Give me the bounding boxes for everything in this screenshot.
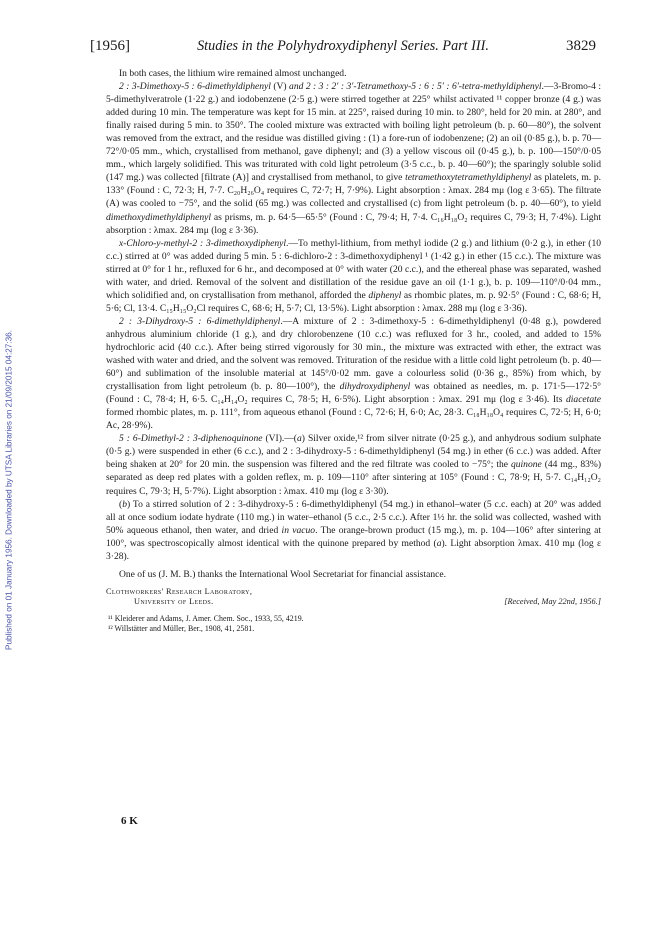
side-note-text: Published on 01 January 1956. Downloaded by UTSA Libraries on 21/09/2015 04:27:36. bbox=[4, 330, 14, 650]
text-run: ) Silver oxide,¹² from silver nitrate (0·25 g.), and anhydrous sodium sulphate (0·5 g.) were suspended in ether (6 c.c.), and 2 : 3-dihydroxy-5 : 6-dimethyldiphenyl (54 mg.) in ether (6 c.c.) was added. After being shaken at 20° for 20 min. the suspension was filtered and the red filtrate was cooled to −75°; the bbox=[106, 433, 602, 471]
text-run: as rhombic plates, m. p. 92·5° (Found : C, 68·6; H, 5·6; Cl, 13·4. C₁₅H₁₅O₂Cl requires C, 68·6; H, 5·7; Cl, 13·5%). Light absorption : λmax. 288 mμ (log ε 3·36). bbox=[106, 289, 601, 314]
italic-text: 2 : 3-Dihydroxy-5 : 6-dimethyldiphenyl bbox=[119, 315, 281, 327]
reference-item: ¹² Willstätter and Müller, Ber., 1908, 41, 2581. bbox=[108, 624, 255, 634]
text-run: One of us (J. M. B.) thanks the International Wool Secretariat for financial assistance. bbox=[119, 568, 446, 580]
italic-text: diacetate bbox=[566, 394, 601, 406]
paragraph bbox=[106, 80, 601, 237]
signature-mark: 6 K bbox=[121, 815, 138, 827]
paragraph bbox=[106, 237, 601, 315]
text-run: In both cases, the lithium wire remained almost unchanged. bbox=[119, 68, 347, 79]
italic-text: b bbox=[122, 498, 127, 510]
text-run: was obtained as needles, m. p. 171·5—172·5° (Found : C, 78·4; H, 6·5. C₁₄H₁₄O₂ requires C, 78·5; H, 6·5%). Light absorption : λmax. 291 mμ (log ε 3·46). Its bbox=[106, 381, 601, 406]
italic-text: and bbox=[289, 81, 304, 93]
text-run: .—To methyl-lithium, from methyl iodide (2 g.) and lithium (0·2 g.), in ether (10 c.c.) stirred at 0° was added during 5 min. 5 : 6-dichloro-2 : 3-dimethoxydiphenyl ¹ (1·42 g.) in ether (15 c.c.). The mixture was stirred at 0° for 1 hr., refluxed for 6 hr., and decomposed at 0° with water (20 c.c.), and the ethereal phase was separated, washed with water, and dried. Removal of the solvent and distillation of the residue gave an oil (1·1 g.), b. p. 109—110°/0·04 mm., which solidified and, on crystallisation from methanol, afforded the bbox=[106, 237, 601, 301]
text-run: ) To a stirred solution of 2 : 3-dihydroxy-5 : 6-dimethyldiphenyl (54 mg.) in ethanol–water (5 c.c. each) at 20° was added all at once sodium iodate hydrate (110 mg.) in water–ethanol (5 c.c., 2·5 c.c.). After 1½ hr. the solid was collected, washed with 50% aqueous ethanol, then water, and dried bbox=[106, 498, 601, 536]
italic-text: quinone bbox=[510, 459, 542, 471]
text-run: as platelets, m. p. 133° (Found : C, 72·3; H, 7·7. C₂₀H₂₆O₄ requires C, 72·7; H, 7·9%). Light absorption : λmax. 284 mμ (log ε 3·65). The filtrate (A) was cooled to −75°, and the solid (65 mg.) was collected and crystallised (c) from light petroleum (b. p. 40—60°), to yield bbox=[106, 172, 602, 210]
text-run: ). Light absorption λmax. 410 mμ (log ε 3·28). bbox=[106, 537, 601, 562]
text-run: (V) bbox=[270, 81, 290, 93]
running-title: Studies in the Polyhydroxydiphenyl Series. Part III. bbox=[197, 38, 489, 54]
lab-address bbox=[106, 587, 252, 607]
paragraph bbox=[106, 67, 601, 80]
article-body bbox=[106, 67, 601, 634]
text-run: .—A mixture of 2 : 3-dimethoxy-5 : 6-dimethyldiphenyl (0·48 g.), powdered anhydrous aluminium chloride (1 g.), and dry chlorobenzene (10 c.c.) was refluxed for 3 hr., cooled, and added to 15% hydrochloric acid (40 c.c.). After being stirred vigorously for 30 min., the mixture was extracted with ether, the extract was washed with water and dried, and the solvent was removed. Trituration of the residue with a little cold light petroleum (b. p. 40—60°) and sublimation of the insoluble material at 145°/0·02 mm. gave a colourless solid (0·36 g., 85%) from which, by crystallisation from light petroleum (b. p. 80—100°), the bbox=[106, 315, 601, 393]
italic-text: x-Chloro-y-methyl-2 : 3-dimethoxydiphenyl bbox=[119, 237, 287, 249]
acknowledgement bbox=[106, 568, 601, 581]
text-run: formed rhombic plates, m. p. 111°, from aqueous ethanol (Found : C, 72·6; H, 6·0; Ac, 28·3. C₁₈H₁₈O₄ requires C, 72·5; H, 6·0; Ac, 28·9%). bbox=[106, 407, 601, 432]
italic-text: 2 : 3 : 2′ : 3′-Tetramethoxy-5 : 6 : 5′ : 6′-tetra-methyldiphenyl bbox=[305, 81, 542, 93]
publication-side-note bbox=[2, 170, 16, 810]
lab-name: Clothworkers' Research Laboratory, bbox=[106, 586, 253, 596]
italic-text: 2 : 3-Dimethoxy-5 : 6-dimethyldiphenyl bbox=[119, 81, 271, 93]
italic-text: dihydroxydiphenyl bbox=[339, 381, 411, 393]
page-header bbox=[90, 38, 596, 60]
text-run: (44 mg., 83%) separated as deep red plates with a golden reflex, m. p. 109—110° after sintering at 105° (Found : C, 78·9; H, 5·7. C₁₄H₁₂O₂ requires C, 79·3; H, 5·7%). Light absorption : λmax. 410 mμ (log ε 3·30). bbox=[106, 459, 601, 497]
lab-address-block bbox=[106, 587, 601, 607]
reference-item: ¹¹ Kleiderer and Adams, J. Amer. Chem. Soc., 1933, 55, 4219. bbox=[108, 613, 304, 623]
italic-text: a bbox=[297, 433, 302, 445]
references bbox=[106, 614, 601, 634]
lab-university: University of Leeds. bbox=[134, 596, 214, 606]
text-run: . The orange-brown product (15 mg.), m. p. 104—106° after sintering at 100°, was spectroscopically almost identical with the quinone prepared by method ( bbox=[106, 524, 601, 549]
italic-text: diphenyl bbox=[368, 289, 402, 301]
header-year: [1956] bbox=[90, 38, 130, 54]
page-number: 3829 bbox=[566, 38, 596, 54]
italic-text: dimethoxydimethyldiphenyl bbox=[106, 211, 211, 223]
paragraph bbox=[106, 315, 601, 432]
italic-text: in vacuo bbox=[281, 524, 316, 536]
text-run: .—3-Bromo-4 : 5-dimethylveratrole (1·22 g.) and iodobenzene (2·5 g.) were stirred together at 225° whilst activated ¹¹ copper bronze (4 g.) was added during 10 min. The temperature was kept for 15 min. at 225°, raised during 10 min. to 280°, held for 20 min. at 280°, and finally raised during 5 min. to 350°. The cooled mixture was extracted with boiling light petroleum (b. p. 60—80°), the solvent was removed from the extract, and the residue was distilled giving : (1) a fore-run of iodobenzene; (2) an oil (0·85 g.), b. p. 70—72°/0·05 mm., which, crystallised from methanol, gave diphenyl; and (3) a yellow viscous oil (0·45 g.), b. p. 100—150°/0·05 mm., which largely solidified. This was triturated with cold light petroleum (3·5 c.c., b. p. 40—60°); the sparingly soluble solid (147 mg.) was collected [filtrate (A)] and crystallised from methanol, to give bbox=[106, 81, 601, 184]
received-date: [Received, May 22nd, 1956.] bbox=[504, 596, 601, 606]
text-run: ( bbox=[119, 498, 123, 510]
italic-text: 5 : 6-Dimethyl-2 : 3-diphenoquinone bbox=[119, 433, 263, 445]
text-run: as prisms, m. p. 64·5—65·5° (Found : C, 79·4; H, 7·4. C₁₆H₁₈O₂ requires C, 79·3; H, 7·4%). Light absorption : λmax. 284 mμ (log ε 3·36). bbox=[106, 211, 601, 236]
paragraph bbox=[106, 498, 601, 563]
text-run: (VI).—( bbox=[262, 433, 297, 445]
paragraph bbox=[106, 432, 601, 497]
italic-text: a bbox=[436, 537, 442, 549]
italic-text: tetramethoxytetramethyldiphenyl bbox=[405, 172, 532, 184]
